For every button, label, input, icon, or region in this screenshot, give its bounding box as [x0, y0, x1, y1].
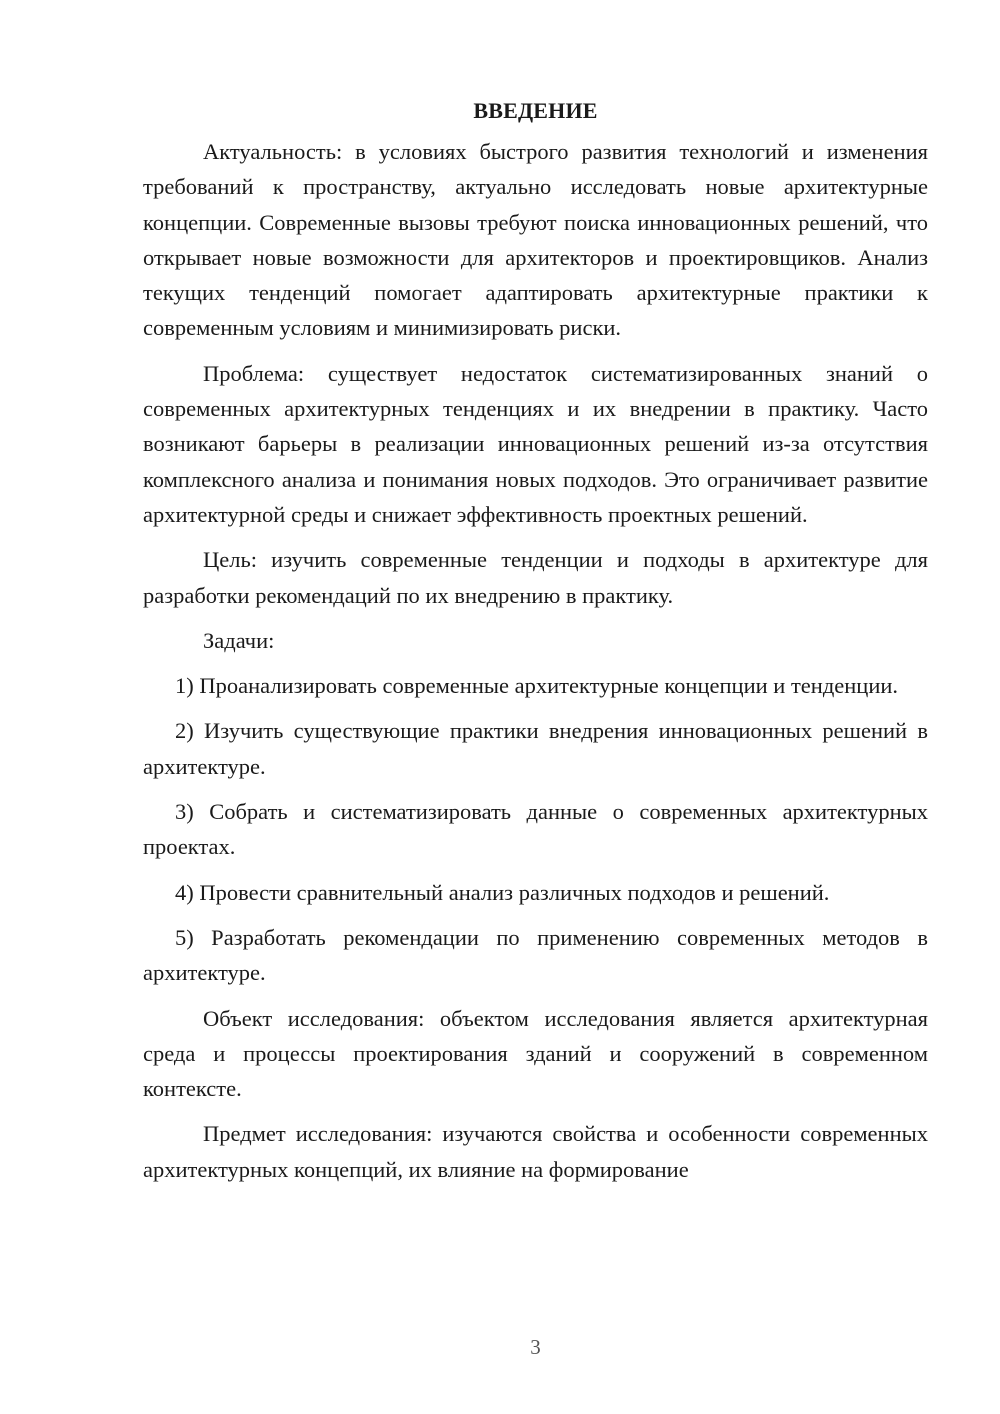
task-item-4: 4) Провести сравнительный анализ различных подходов и решений.: [175, 879, 830, 905]
page-number: 3: [530, 1335, 541, 1359]
paragraph-tasks-heading: Задачи:: [203, 627, 275, 653]
section-title: ВВЕДЕНИЕ: [473, 98, 598, 123]
task-item-1: 1) Проанализировать современные архитектурные концепции и тенденции.: [175, 673, 899, 699]
task-item-5: 5) Разработать рекомендации по применению современных методов в архитектуре.: [143, 924, 928, 986]
paragraph-relevance: Актуальность: в условиях быстрого развития технологий и изменения требований к пространству, актуально исследовать новые архитектурные концепции. Современные вызовы требуют поиска инновационных решений, что открывает новые возможности для архитекторов и проектировщиков. Анализ текущих тенденций помогает адаптировать архитектурные практики к современным условиям и минимизировать риски.: [143, 139, 928, 341]
document-page: [143, 96, 928, 1197]
paragraph-subject: Предмет исследования: изучаются свойства и особенности современных архитектурных концепций, их влияние на формирование: [143, 1121, 928, 1182]
paragraph-object: Объект исследования: объектом исследования является архитектурная среда и процессы проектирования зданий и сооружений в современном контексте.: [143, 1005, 928, 1102]
paragraph-problem: Проблема: существует недостаток систематизированных знаний о современных архитектурных тенденциях и их внедрении в практику. Часто возникают барьеры в реализации инновационных решений из-за отсутствия комплексного анализа и понимания новых подходов. Это ограничивает развитие архитектурной среды и снижает эффективность проектных решений.: [143, 360, 928, 527]
task-item-3: 3) Собрать и систематизировать данные о современных архитектурных проектах.: [143, 799, 928, 860]
task-item-2: 2) Изучить существующие практики внедрения инновационных решений в архитектуре.: [143, 718, 928, 779]
paragraph-goal: Цель: изучить современные тенденции и подходы в архитектуре для разработки рекомендаций по их внедрению в практику.: [143, 547, 928, 608]
